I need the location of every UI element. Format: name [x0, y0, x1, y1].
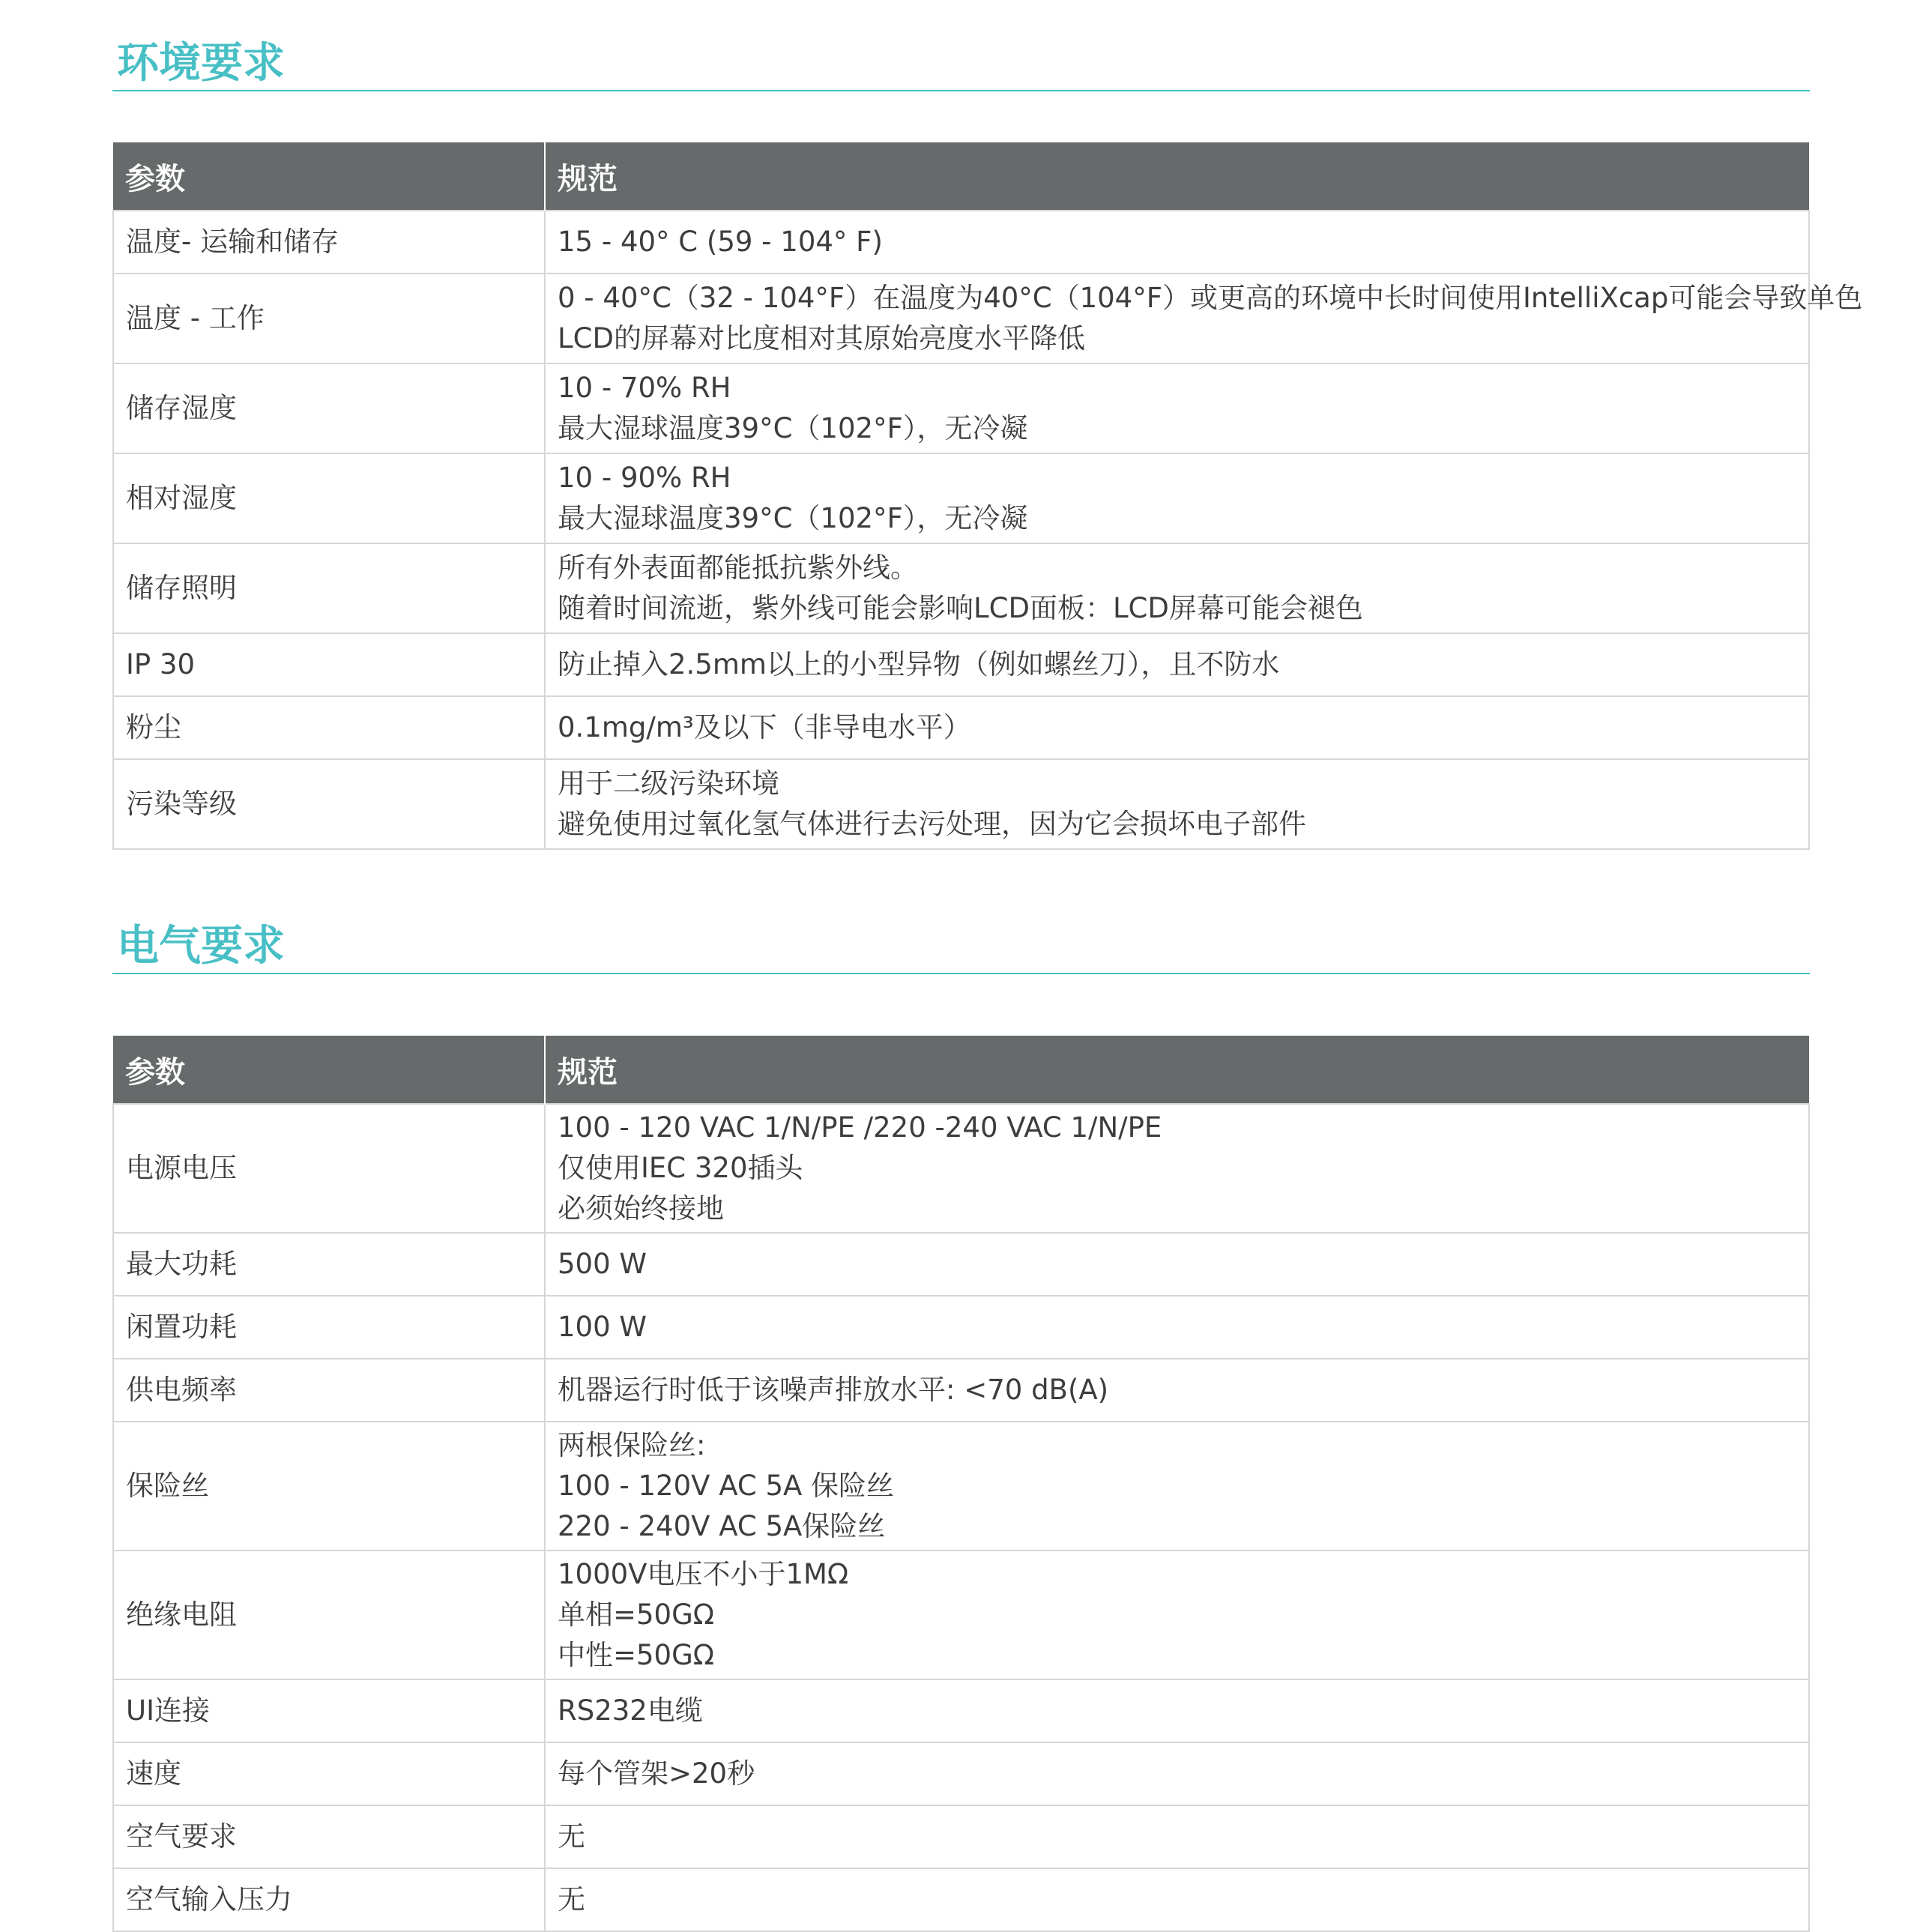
elec-table-header-row: [113, 1036, 1809, 1104]
env-section: [112, 37, 1863, 840]
elec-section: [112, 920, 1810, 1916]
table-row: [113, 1359, 1809, 1422]
spec-line: 随着时间流逝，紫外线可能会影响LCD面板：LCD屏幕可能会褪色: [558, 592, 1363, 624]
param-cell: 储存照明: [113, 543, 545, 633]
spec-line: 0 - 40°C（32 - 104°F）在温度为40°C（104°F）或更高的环境中长时间使用IntelliXcap可能会导致单色: [558, 282, 1863, 314]
param-cell: 电源电压: [113, 1104, 545, 1233]
spec-line: 15 - 40° C (59 - 104° F): [558, 226, 883, 258]
spec-line: 无: [558, 1820, 585, 1853]
spec-line: 两根保险丝:: [558, 1429, 706, 1461]
param-cell: 污染等级: [113, 759, 545, 849]
table-row: [113, 1805, 1809, 1868]
table-row: [113, 1422, 1809, 1551]
table-row: [113, 1679, 1809, 1742]
spec-cell: [545, 1679, 1809, 1742]
spec-line: 必须始终接地: [558, 1192, 724, 1225]
spec-cell: [545, 1359, 1809, 1422]
param-cell: 相对湿度: [113, 453, 545, 543]
spec-line: RS232电缆: [558, 1694, 703, 1727]
table-row: [113, 543, 1809, 633]
param-cell: 绝缘电阻: [113, 1551, 545, 1679]
table-row: [113, 211, 1809, 274]
spec-line: 单相=50GΩ: [558, 1599, 715, 1631]
spec-cell: [545, 274, 1863, 363]
spec-cell: [545, 543, 1809, 633]
spec-line: 10 - 90% RH: [558, 462, 731, 494]
spec-line: 每个管架>20秒: [558, 1757, 755, 1790]
env-table-body: [113, 211, 1863, 849]
param-cell: 储存湿度: [113, 363, 545, 453]
spec-cell: [545, 759, 1809, 849]
elec-header-spec: 规范: [545, 1036, 1809, 1104]
spec-line: 最大湿球温度39°C（102°F），无冷凝: [558, 412, 1028, 444]
spec-cell: [545, 211, 1809, 274]
table-row: [113, 633, 1809, 696]
param-cell: 温度- 运输和储存: [113, 211, 545, 274]
spec-line: 最大湿球温度39°C（102°F），无冷凝: [558, 502, 1028, 534]
param-cell: UI连接: [113, 1679, 545, 1742]
spec-line: 中性=50GΩ: [558, 1639, 715, 1671]
spec-cell: [545, 1805, 1809, 1868]
spec-cell: [545, 1742, 1809, 1805]
table-row: [113, 696, 1809, 759]
table-row: [113, 1868, 1809, 1931]
spec-line: 仅使用IEC 320插头: [558, 1152, 803, 1184]
elec-section-title: 电气要求: [112, 920, 1810, 974]
env-table: [112, 142, 1863, 850]
spec-cell: [545, 1422, 1809, 1551]
spec-cell: [545, 363, 1809, 453]
spec-cell: [545, 633, 1809, 696]
spec-cell: [545, 1104, 1809, 1233]
table-row: [113, 759, 1809, 849]
spec-line: 避免使用过氧化氢气体进行去污处理，因为它会损坏电子部件: [558, 808, 1306, 840]
env-section-title: 环境要求: [112, 37, 1810, 91]
param-cell: 温度 - 工作: [113, 274, 545, 363]
elec-table-body: [113, 1104, 1809, 1931]
elec-table: [112, 1036, 1810, 1932]
env-table-header-row: [113, 142, 1809, 211]
spec-cell: [545, 1868, 1809, 1931]
spec-line: 防止掉入2.5mm以上的小型异物（例如螺丝刀），且不防水: [558, 648, 1280, 680]
table-row: [113, 363, 1809, 453]
spec-line: 机器运行时低于该噪声排放水平: <70 dB(A): [558, 1374, 1109, 1406]
spec-cell: [545, 453, 1809, 543]
table-row: [113, 274, 1809, 363]
env-header-spec: 规范: [545, 142, 1809, 211]
env-header-param: 参数: [113, 142, 545, 211]
table-row: [113, 1742, 1809, 1805]
spec-line: 100 W: [558, 1311, 647, 1343]
table-row: [113, 1296, 1809, 1359]
param-cell: 供电频率: [113, 1359, 545, 1422]
spec-line: 1000V电压不小于1MΩ: [558, 1558, 849, 1590]
spec-line: 500 W: [558, 1248, 647, 1280]
elec-header-param: 参数: [113, 1036, 545, 1104]
param-cell: 粉尘: [113, 696, 545, 759]
param-cell: 闲置功耗: [113, 1296, 545, 1359]
spec-line: 所有外表面都能抵抗紫外线。: [558, 552, 918, 584]
spec-cell: [545, 1551, 1809, 1679]
param-cell: 空气要求: [113, 1805, 545, 1868]
spec-line: 100 - 120 VAC 1/N/PE /220 -240 VAC 1/N/PE: [558, 1111, 1162, 1144]
spec-line: 无: [558, 1883, 585, 1916]
spec-line: 用于二级污染环境: [558, 767, 779, 800]
spec-line: 100 - 120V AC 5A 保险丝: [558, 1470, 895, 1502]
param-cell: 速度: [113, 1742, 545, 1805]
spec-line: 220 - 240V AC 5A保险丝: [558, 1510, 886, 1542]
spec-line: LCD的屏幕对比度相对其原始亮度水平降低: [558, 322, 1085, 354]
table-row: [113, 1233, 1809, 1296]
spec-cell: [545, 1233, 1809, 1296]
param-cell: IP 30: [113, 633, 545, 696]
param-cell: 保险丝: [113, 1422, 545, 1551]
spec-line: 0.1mg/m³及以下（非导电水平）: [558, 711, 971, 743]
table-row: [113, 453, 1809, 543]
table-row: [113, 1551, 1809, 1679]
table-row: [113, 1104, 1809, 1233]
spec-cell: [545, 696, 1809, 759]
param-cell: 空气输入压力: [113, 1868, 545, 1931]
spec-cell: [545, 1296, 1809, 1359]
spec-line: 10 - 70% RH: [558, 372, 731, 404]
param-cell: 最大功耗: [113, 1233, 545, 1296]
